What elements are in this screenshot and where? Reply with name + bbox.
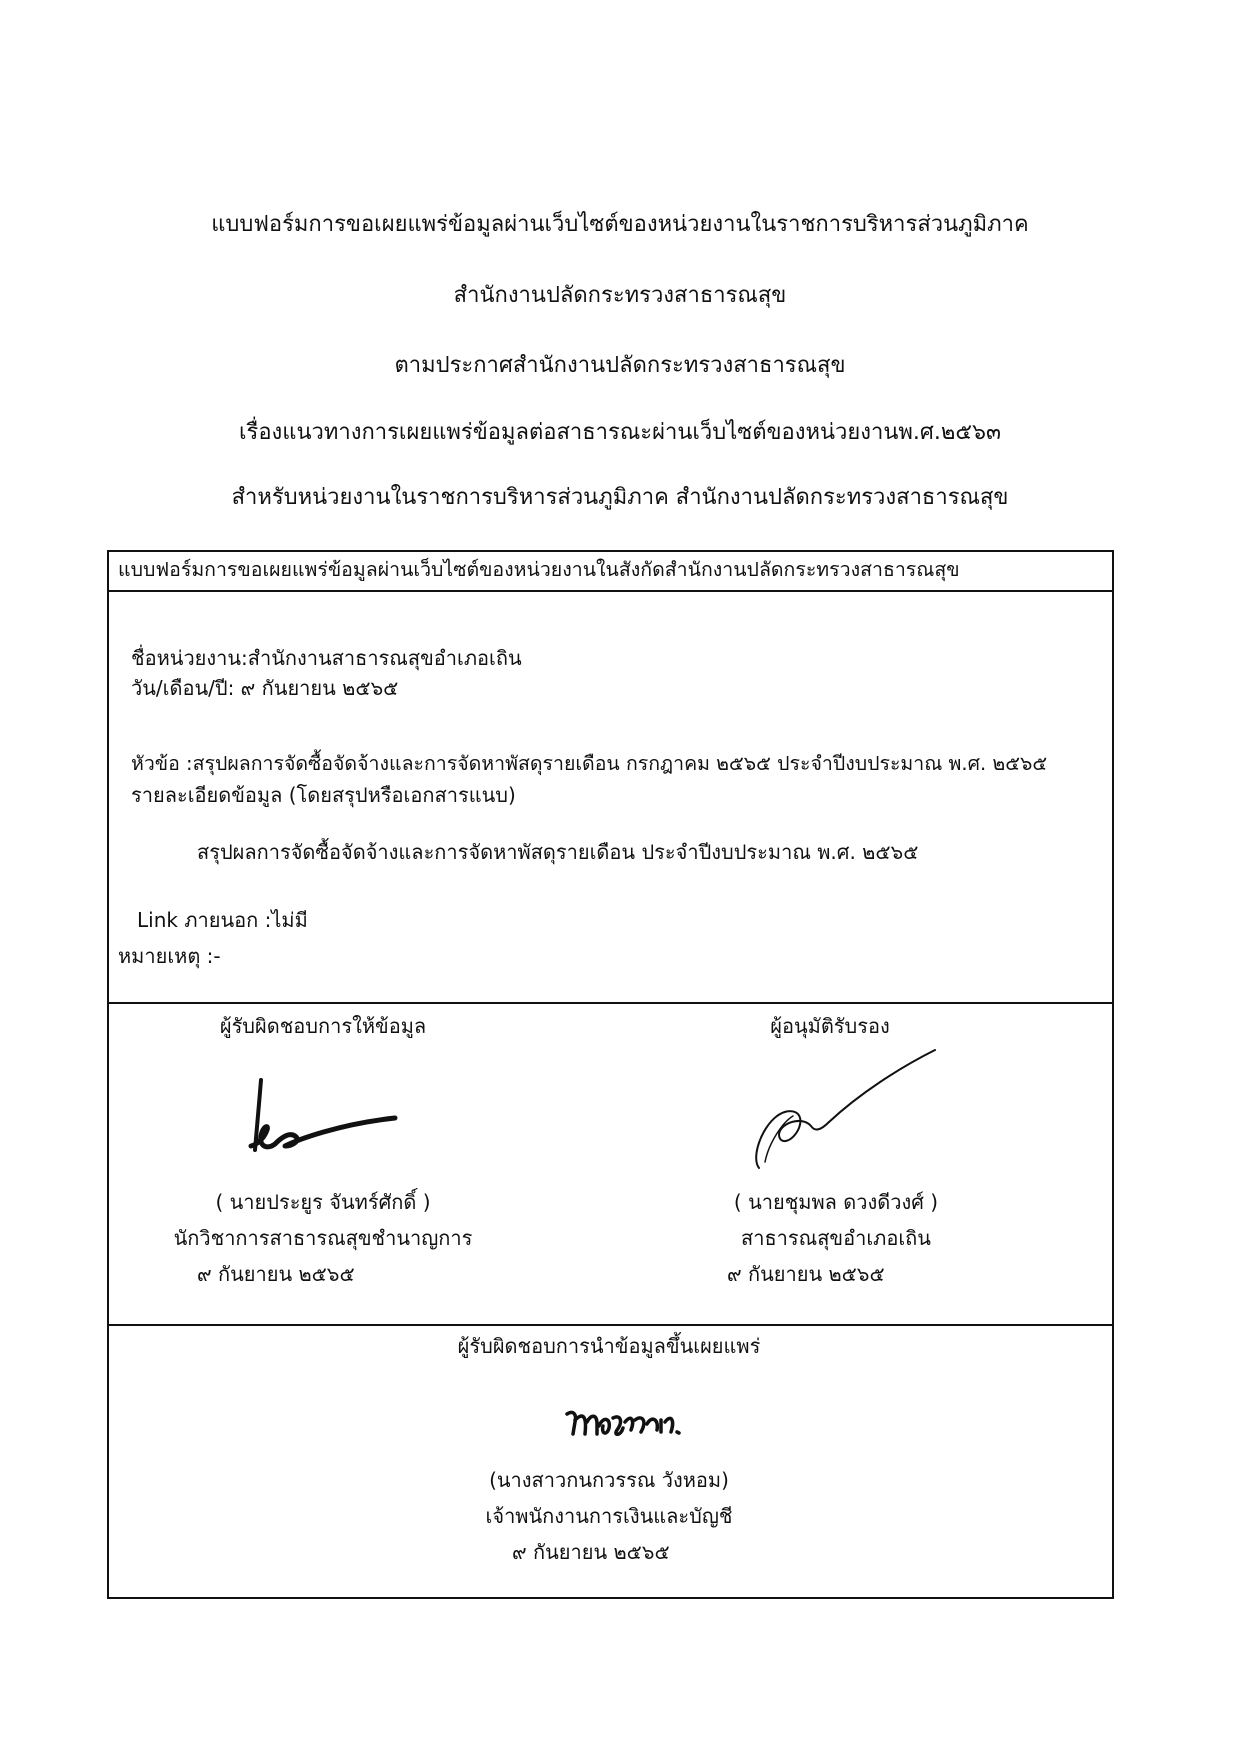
publisher-position: เจ้าพนักงานการเงินและบัญชี — [485, 1504, 733, 1528]
approver-name: ( นายชุมพล ดวงดีวงศ์ ) — [733, 1190, 939, 1214]
topic-field: หัวข้อ :สรุปผลการจัดซื้อจัดจ้างและการจัดหาพัสดุรายเดือน กรกฎาคม ๒๕๖๕ ประจำปีงบประมาณ พ.ศ. ๒๕๖๕ — [131, 752, 1048, 775]
publisher-date: ๙ กันยายน ๒๕๖๕ — [512, 1540, 670, 1564]
title-divider — [109, 590, 1112, 592]
form-title: แบบฟอร์มการขอเผยแพร่ข้อมูลผ่านเว็บไซต์ของหน่วยงานในสังกัดสำนักงานปลัดกระทรวงสาธารณสุข — [118, 558, 960, 581]
publisher-heading: ผู้รับผิดชอบการนำข้อมูลขึ้นเผยแพร่ — [457, 1334, 761, 1358]
publisher-name: (นางสาวกนกวรรณ วังหอม) — [489, 1468, 729, 1492]
provider-date: ๙ กันยายน ๒๕๖๕ — [197, 1262, 355, 1286]
header-line-1: แบบฟอร์มการขอเผยแพร่ข้อมูลผ่านเว็บไซต์ของหน่วยงานในราชการบริหารส่วนภูมิภาค — [211, 212, 1029, 237]
external-link-field: Link ภายนอก :ไม่มี — [137, 908, 308, 932]
agency-name: ชื่อหน่วยงาน:สำนักงานสาธารณสุขอำเภอเถิน — [131, 646, 522, 670]
header-line-4: เรื่องแนวทางการเผยแพร่ข้อมูลต่อสาธารณะผ่านเว็บไซต์ของหน่วยงานพ.ศ.๒๕๖๓ — [238, 420, 1002, 445]
detail-label: รายละเอียดข้อมูล (โดยสรุปหรือเอกสารแนบ) — [131, 783, 516, 807]
provider-position: นักวิชาการสาธารณสุขชำนาญการ — [173, 1226, 473, 1250]
approver-heading: ผู้อนุมัติรับรอง — [770, 1014, 890, 1038]
provider-name: ( นายประยูร จันทร์ศักดิ์ ) — [215, 1190, 431, 1214]
publisher-signature — [561, 1400, 701, 1444]
signature-divider — [109, 1324, 1112, 1326]
approver-date: ๙ กันยายน ๒๕๖๕ — [727, 1262, 885, 1286]
header-line-5: สำหรับหน่วยงานในราชการบริหารส่วนภูมิภาค สำนักงานปลัดกระทรวงสาธารณสุข — [231, 485, 1009, 510]
request-form-box — [107, 550, 1114, 1599]
header-line-3: ตามประกาศสำนักงานปลัดกระทรวงสาธารณสุข — [394, 353, 846, 378]
header-line-2: สำนักงานปลัดกระทรวงสาธารณสุข — [453, 283, 787, 308]
date-field: วัน/เดือน/ปี: ๙ กันยายน ๒๕๖๕ — [131, 676, 399, 700]
provider-signature — [249, 1074, 409, 1164]
approver-position: สาธารณสุขอำเภอเถิน — [741, 1226, 931, 1250]
detail-text: สรุปผลการจัดซื้อจัดจ้างและการจัดหาพัสดุรายเดือน ประจำปีงบประมาณ พ.ศ. ๒๕๖๕ — [197, 840, 919, 864]
detail-divider — [109, 1002, 1112, 1004]
remark-field: หมายเหตุ :- — [118, 944, 221, 968]
approver-signature — [749, 1042, 949, 1182]
provider-heading: ผู้รับผิดชอบการให้ข้อมูล — [219, 1014, 427, 1038]
